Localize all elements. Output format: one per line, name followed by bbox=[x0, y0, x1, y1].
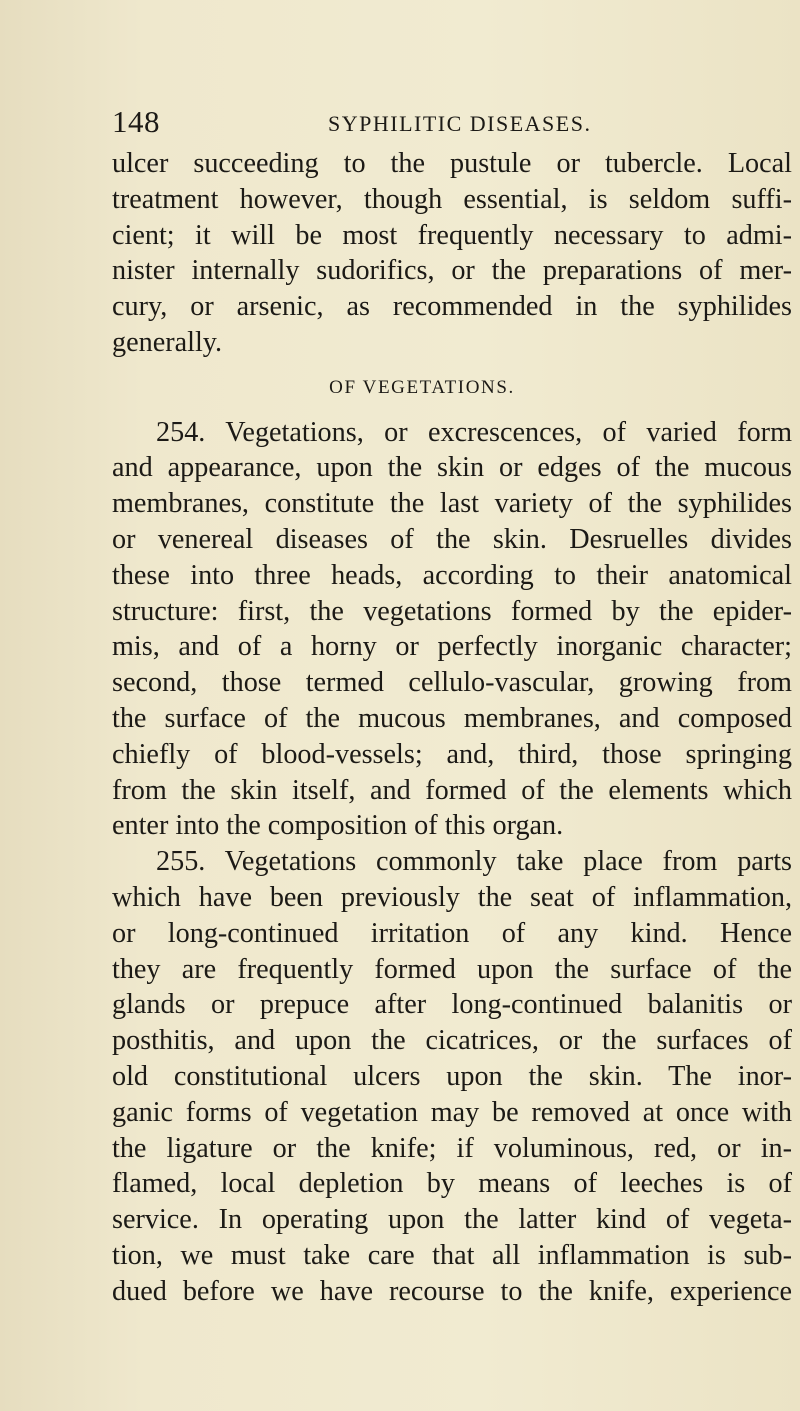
text-line: structure: first, the vegetations formed by the epider- bbox=[112, 595, 792, 627]
text-line: the surface of the mucous membranes, and composed bbox=[112, 702, 792, 734]
text-line: tion, we must take care that all inflammation is sub- bbox=[112, 1239, 792, 1271]
text-line: from the skin itself, and formed of the elements which bbox=[112, 774, 792, 806]
text-line: mis, and of a horny or perfectly inorganic character; bbox=[112, 631, 792, 663]
paragraph-255 bbox=[112, 844, 792, 1309]
text-line: second, those termed cellulo-vascular, growing from bbox=[112, 667, 792, 699]
text-line: which have been previously the seat of inflammation, bbox=[112, 881, 792, 913]
text-line: they are frequently formed upon the surface of the bbox=[112, 953, 792, 985]
text-line: posthitis, and upon the cicatrices, or the surfaces of bbox=[112, 1025, 792, 1057]
text-line: 254. Vegetations, or excrescences, of varied form bbox=[156, 416, 792, 448]
page-body bbox=[112, 146, 792, 1310]
text-line: and appearance, upon the skin or edges of the mucous bbox=[112, 452, 792, 484]
running-head: SYPHILITIC DISEASES. bbox=[328, 111, 592, 136]
text-line: membranes, constitute the last variety of the syphilides bbox=[112, 488, 792, 520]
page-number: 148 bbox=[112, 104, 160, 139]
text-line: ganic forms of vegetation may be removed at once with bbox=[112, 1096, 792, 1128]
text-line: dued before we have recourse to the knife, experience bbox=[112, 1275, 792, 1307]
text-line: glands or prepuce after long-continued balanitis or bbox=[112, 989, 792, 1021]
text-line: cient; it will be most frequently necessary to admi- bbox=[112, 219, 792, 251]
text-line: or venereal diseases of the skin. Desruelles divides bbox=[112, 523, 792, 555]
text-line: ulcer succeeding to the pustule or tubercle. Local bbox=[112, 148, 792, 179]
text-line: or long-continued irritation of any kind. Hence bbox=[112, 917, 792, 949]
text-line: old constitutional ulcers upon the skin. The inor- bbox=[112, 1060, 792, 1092]
text-line: the ligature or the knife; if voluminous, red, or in- bbox=[112, 1132, 792, 1164]
text-line: nister internally sudorifics, or the preparations of mer- bbox=[112, 255, 792, 287]
paragraph-254 bbox=[112, 415, 792, 845]
text-line: flamed, local depletion by means of leeches is of bbox=[112, 1168, 792, 1200]
paragraph-continued bbox=[112, 146, 792, 361]
text-line: these into three heads, according to their anatomical bbox=[112, 559, 792, 591]
text-line: enter into the composition of this organ. bbox=[112, 810, 564, 842]
section-heading: OF VEGETATIONS. bbox=[329, 376, 515, 398]
text-line: chiefly of blood-vessels; and, third, those springing bbox=[112, 738, 792, 770]
text-line: service. In operating upon the latter kind of vegeta- bbox=[112, 1204, 792, 1236]
text-line: 255. Vegetations commonly take place from parts bbox=[156, 846, 792, 878]
text-line: cury, or arsenic, as recommended in the syphilides bbox=[112, 291, 792, 323]
text-line: treatment however, though essential, is seldom suffi- bbox=[112, 183, 792, 215]
text-line: generally. bbox=[112, 326, 223, 358]
page-header bbox=[112, 100, 792, 144]
